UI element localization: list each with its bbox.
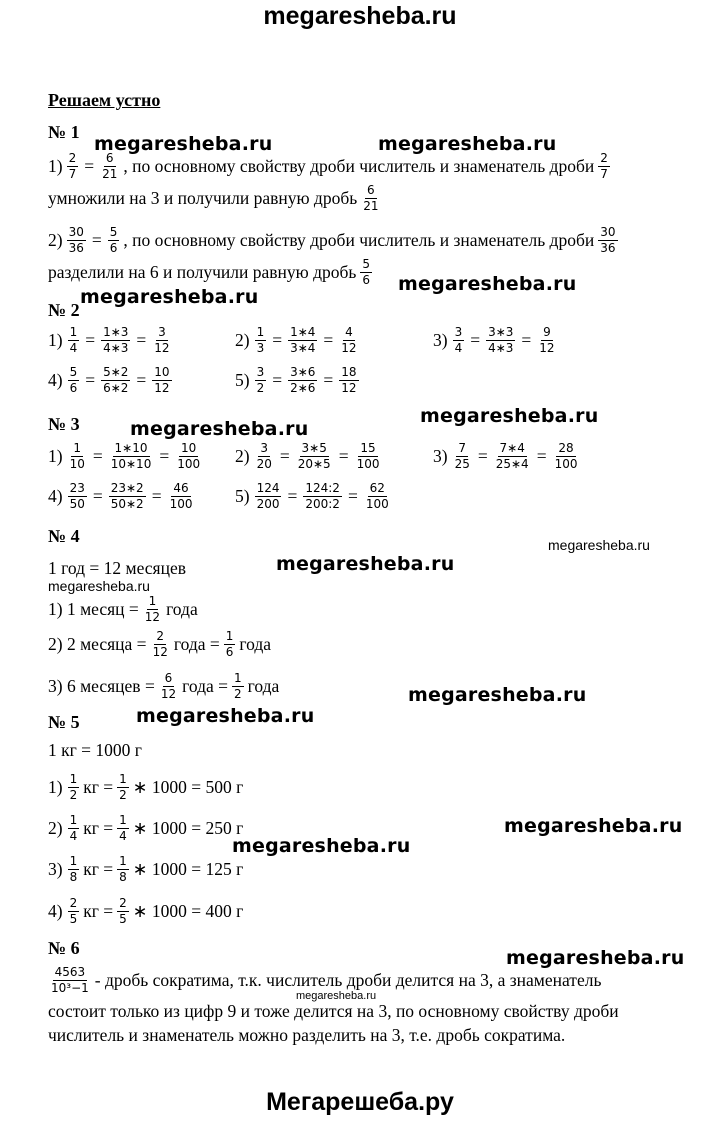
- task-2-item: [48, 366, 173, 395]
- text: ∗ 1000 = 400 г: [132, 901, 244, 922]
- fraction: $\frac{2}{5}$: [119, 896, 127, 927]
- equals-sign: =: [159, 446, 170, 467]
- item-number: 1): [48, 156, 63, 177]
- watermark: megaresheba.ru: [506, 947, 685, 969]
- fraction: 1 8: [69, 854, 78, 885]
- fraction: $\frac{3}{20}$: [256, 441, 272, 472]
- text: ∗ 1000 = 250 г: [132, 818, 244, 839]
- text: года: [247, 676, 280, 697]
- task-3-item: [48, 482, 195, 511]
- explanation-text: , по основному свойству дроби числитель и знаменатель дроби: [123, 230, 595, 251]
- task-6-line-2: состоит только из цифр 9 и тоже делится на 3, по основному свойству дроби: [48, 1001, 619, 1021]
- equals-sign: =: [272, 330, 283, 351]
- task-3-item: [433, 442, 580, 471]
- task-6-line-3: числитель и знаменатель можно разделить на 3, т.е. дробь сократима.: [48, 1025, 566, 1045]
- task-1-line-3: [48, 226, 619, 255]
- equals-sign: =: [323, 330, 334, 351]
- task-5-row: [48, 773, 243, 802]
- explanation-text: умножили на 3 и получили равную дробь: [48, 188, 358, 209]
- equals-sign: =: [279, 446, 290, 467]
- task-2-title: № 2: [48, 300, 80, 320]
- text: года =: [173, 634, 220, 655]
- item-number: 2): [48, 818, 63, 839]
- watermark: megaresheba.ru: [504, 815, 683, 837]
- fraction: $\frac{3∗6}{2∗6}$: [290, 365, 316, 396]
- equals-sign: =: [536, 446, 547, 467]
- equals-sign: =: [272, 370, 283, 391]
- fraction: $\frac{4}{12}$: [341, 325, 357, 356]
- task-5-row: [48, 814, 243, 843]
- text: 3) 6 месяцев =: [48, 676, 155, 697]
- task-3-item: [235, 482, 392, 511]
- text: кг =: [83, 901, 114, 922]
- fraction: $\frac{1∗3}{4∗3}$: [103, 325, 129, 356]
- text: кг =: [83, 777, 114, 798]
- task-1-line-4: [48, 258, 373, 287]
- item-number: 5): [235, 370, 250, 391]
- equals-sign: =: [338, 446, 349, 467]
- fraction: $\frac{5}{6}$: [69, 365, 78, 396]
- fraction: $\frac{62}{100}$: [365, 481, 389, 512]
- task-5-row: [48, 897, 243, 926]
- fraction: 2 7: [600, 151, 608, 182]
- equals-sign: =: [477, 446, 488, 467]
- equals-sign: =: [91, 230, 102, 251]
- task-4-intro: 1 год = 12 месяцев: [48, 558, 187, 578]
- watermark: megaresheba.ru: [276, 553, 455, 575]
- item-number: 2): [235, 446, 250, 467]
- item-number: 4): [48, 370, 63, 391]
- fraction: $\frac{7}{25}$: [454, 441, 470, 472]
- fraction: $\frac{1}{10}$: [69, 441, 85, 472]
- equals-sign: =: [85, 370, 96, 391]
- item-number: 2): [48, 230, 63, 251]
- task-3-title: № 3: [48, 414, 80, 434]
- fraction: $\frac{3∗5}{20∗5}$: [297, 441, 331, 472]
- equals-sign: =: [323, 370, 334, 391]
- task-5-title: № 5: [48, 712, 80, 732]
- text: кг =: [83, 859, 114, 880]
- fraction: 4563 10³−1: [51, 965, 89, 996]
- watermark: megaresheba.ru: [408, 684, 587, 706]
- task-3-item: [48, 442, 203, 471]
- task-4-line-2: [48, 630, 271, 659]
- fraction: $\frac{1}{8}$: [119, 854, 127, 885]
- text: - дробь сократима, т.к. числитель дроби делится на 3, а знаменатель: [94, 970, 602, 991]
- task-5-intro: 1 кг = 1000 г: [48, 740, 142, 760]
- watermark: megaresheba.ru: [130, 418, 309, 440]
- fraction: $\frac{23}{50}$: [69, 481, 85, 512]
- watermark: megaresheba.ru: [48, 578, 150, 594]
- fraction: 1 2: [69, 772, 78, 803]
- fraction: $\frac{1}{3}$: [256, 325, 265, 356]
- equals-sign: =: [287, 486, 298, 507]
- item-number: 1): [48, 330, 63, 351]
- fraction: $\frac{6}{21}$: [102, 151, 118, 182]
- fraction: $\frac{6}{12}$: [160, 671, 177, 702]
- fraction: $\frac{3}{2}$: [256, 365, 265, 396]
- text: года: [239, 634, 272, 655]
- fraction: $\frac{10}{12}$: [154, 365, 170, 396]
- task-4-title: № 4: [48, 526, 80, 546]
- fraction: $\frac{2}{12}$: [152, 629, 168, 660]
- task-2-item: [433, 326, 558, 355]
- item-number: 3): [433, 330, 448, 351]
- watermark: megaresheba.ru: [232, 835, 411, 857]
- item-number: 4): [48, 901, 63, 922]
- equals-sign: =: [92, 486, 103, 507]
- watermark: megaresheba.ru: [136, 705, 315, 727]
- watermark: megaresheba.ru: [548, 537, 650, 553]
- watermark: megaresheba.ru: [296, 990, 377, 1002]
- fraction: 6 21: [363, 183, 379, 214]
- item-number: 3): [433, 446, 448, 467]
- watermark: megaresheba.ru: [80, 286, 259, 308]
- watermark: megaresheba.ru: [378, 133, 557, 155]
- task-6-title: № 6: [48, 938, 80, 958]
- fraction: $\frac{3}{4}$: [454, 325, 463, 356]
- equals-sign: =: [84, 156, 95, 177]
- fraction: $\frac{3}{12}$: [154, 325, 170, 356]
- fraction: 30 36: [600, 225, 616, 256]
- task-5-row: [48, 855, 243, 884]
- fraction: $\frac{7∗4}{25∗4}$: [495, 441, 529, 472]
- fraction: $\frac{15}{100}$: [356, 441, 380, 472]
- fraction: 2 5: [69, 896, 78, 927]
- fraction: $\frac{10}{100}$: [177, 441, 201, 472]
- fraction: $\frac{30}{36}$: [68, 225, 84, 256]
- task-1-line-2: [48, 184, 382, 213]
- equals-sign: =: [85, 330, 96, 351]
- fraction: $\frac{1}{2}$: [234, 671, 242, 702]
- fraction: $\frac{1}{4}$: [69, 325, 78, 356]
- fraction: $\frac{1}{6}$: [225, 629, 234, 660]
- task-3-item: [235, 442, 382, 471]
- watermark: megaresheba.ru: [420, 405, 599, 427]
- equals-sign: =: [470, 330, 481, 351]
- fraction: $\frac{124:2}{200:2}$: [305, 481, 340, 512]
- fraction: $\frac{1∗4}{3∗4}$: [290, 325, 316, 356]
- text: кг =: [83, 818, 114, 839]
- task-4-line-1: [48, 595, 198, 624]
- item-number: 3): [48, 859, 63, 880]
- site-header[interactable]: megaresheba.ru: [263, 2, 457, 30]
- equals-sign: =: [92, 446, 103, 467]
- item-number: 5): [235, 486, 250, 507]
- text: года: [166, 599, 198, 620]
- task-4-line-3: [48, 672, 279, 701]
- site-footer[interactable]: Мегарешеба.ру: [266, 1088, 454, 1116]
- fraction: $\frac{3∗3}{4∗3}$: [488, 325, 514, 356]
- item-number: 4): [48, 486, 63, 507]
- fraction: $\frac{1∗10}{10∗10}$: [110, 441, 152, 472]
- task-1-line-1: [48, 152, 611, 181]
- equals-sign: =: [136, 330, 147, 351]
- fraction: $\frac{1}{4}$: [119, 813, 127, 844]
- text: года =: [182, 676, 228, 697]
- task-2-item: [48, 326, 173, 355]
- equals-sign: =: [521, 330, 532, 351]
- fraction: $\frac{28}{100}$: [554, 441, 578, 472]
- explanation-text: разделили на 6 и получили равную дробь: [48, 262, 357, 283]
- watermark: megaresheba.ru: [398, 273, 577, 295]
- text: ∗ 1000 = 125 г: [132, 859, 244, 880]
- task-2-item: [235, 366, 360, 395]
- item-number: 1): [48, 446, 63, 467]
- fraction: 1 4: [69, 813, 78, 844]
- fraction: $\frac{23∗2}{50∗2}$: [110, 481, 144, 512]
- watermark: megaresheba.ru: [94, 133, 273, 155]
- fraction: $\frac{18}{12}$: [341, 365, 357, 396]
- equals-sign: =: [136, 370, 147, 391]
- equals-sign: =: [151, 486, 162, 507]
- item-number: 2): [235, 330, 250, 351]
- text: ∗ 1000 = 500 г: [132, 777, 244, 798]
- text: 2) 2 месяца =: [48, 634, 147, 655]
- task-2-item: [235, 326, 360, 355]
- fraction: 5 6: [362, 257, 371, 288]
- fraction: $\frac{2}{7}$: [68, 151, 77, 182]
- item-number: 1): [48, 777, 63, 798]
- fraction: $\frac{9}{12}$: [539, 325, 555, 356]
- fraction: $\frac{5∗2}{6∗2}$: [103, 365, 129, 396]
- fraction: $\frac{46}{100}$: [169, 481, 193, 512]
- fraction: $\frac{124}{200}$: [256, 481, 280, 512]
- equals-sign: =: [347, 486, 358, 507]
- text: 1) 1 месяц =: [48, 599, 139, 620]
- section-title: Решаем устно: [48, 90, 161, 110]
- task-1-title: № 1: [48, 122, 80, 142]
- fraction: $\frac{1}{12}$: [144, 594, 161, 625]
- fraction: $\frac{1}{2}$: [119, 772, 127, 803]
- explanation-text: , по основному свойству дроби числитель и знаменатель дроби: [123, 156, 595, 177]
- fraction: $\frac{5}{6}$: [109, 225, 118, 256]
